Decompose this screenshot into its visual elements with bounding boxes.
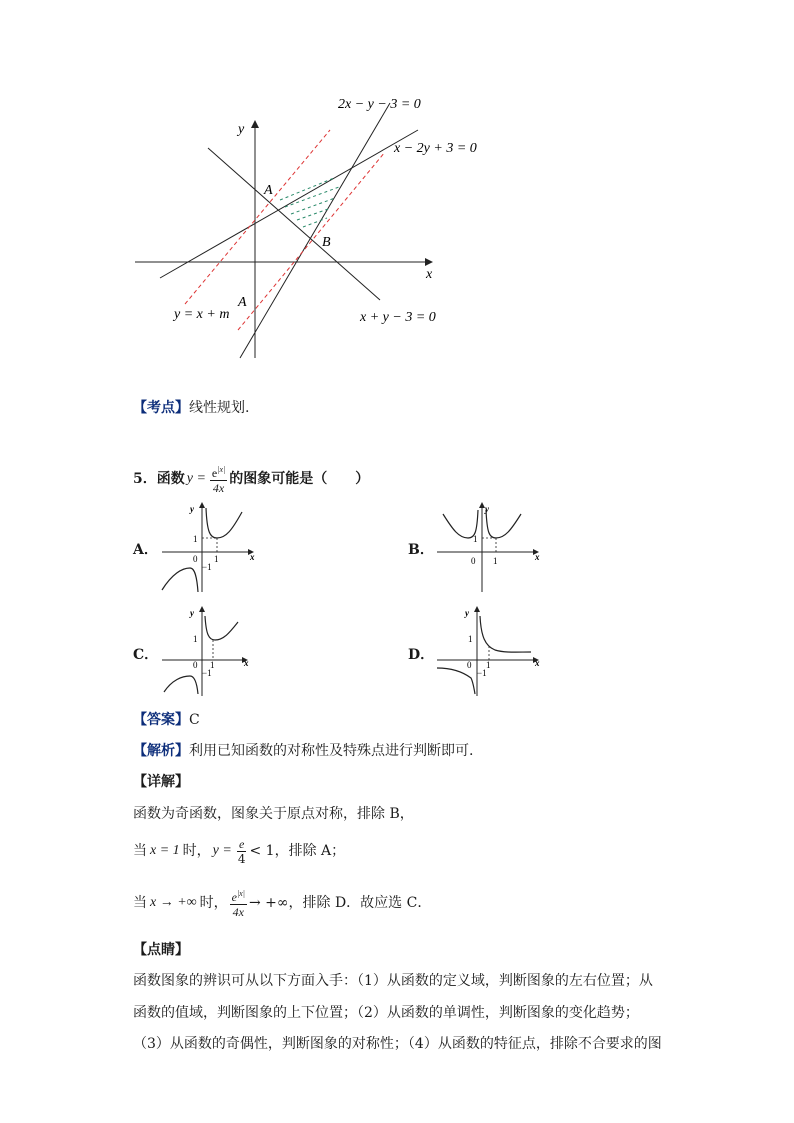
frac-exp: |x| — [217, 465, 226, 474]
graph-d-one: 1 — [468, 634, 473, 644]
graph-b-one: 1 — [473, 534, 478, 544]
kaodian-text: 线性规划. — [189, 400, 250, 416]
answer-text: C — [189, 712, 200, 728]
dianjing-line2: 函数的值域，判断图象的上下位置；（2）从函数的单调性，判断图象的变化趋势； — [133, 1005, 639, 1021]
detail-line2-a: 当 — [133, 843, 147, 859]
detail-tag: 【详解】 — [133, 774, 189, 790]
graph-c-onex: 1 — [210, 660, 215, 670]
option-c-label: C． — [133, 647, 159, 663]
answer-line — [133, 710, 200, 730]
label-line3: x + y − 3 = 0 — [360, 310, 436, 325]
graph-c-y: y — [190, 608, 194, 618]
line-x-minus-2y — [160, 130, 418, 278]
option-a-label: A． — [133, 542, 158, 558]
label-point-b: B — [322, 235, 331, 250]
question-prefix: 函数 — [156, 471, 185, 487]
graph-a-negone: −1 — [202, 562, 212, 572]
graph-a-one: 1 — [193, 534, 198, 544]
kaodian-line — [133, 398, 249, 418]
option-b-label: B． — [408, 542, 434, 558]
detail-line1: 函数为奇函数，图象关于原点对称，排除 B， — [133, 806, 414, 822]
linear-programming-figure — [120, 88, 490, 368]
analysis-line — [133, 741, 473, 761]
option-d-graph — [435, 606, 545, 698]
analysis-tag: 【解析】 — [133, 743, 189, 759]
option-a-graph — [160, 502, 260, 594]
graph-b-onex: 1 — [493, 556, 498, 566]
detail-line2-frac — [236, 837, 248, 866]
label-line2: x − 2y + 3 = 0 — [394, 141, 477, 156]
graph-a-origin: 0 — [193, 554, 198, 564]
graph-d-x: x — [535, 658, 540, 668]
question-number: 5． — [133, 471, 157, 487]
graph-d-onex: 1 — [486, 660, 491, 670]
detail-line3-num: e — [231, 890, 237, 904]
x-axis-label: x — [426, 267, 433, 282]
question-y: y = — [186, 471, 206, 486]
detail-line3-b: 时， — [199, 895, 228, 911]
label-point-a: A — [264, 183, 273, 198]
graph-a-y: y — [190, 504, 194, 514]
graph-d-y: y — [465, 608, 469, 618]
label-line1: 2x − y − 3 = 0 — [338, 97, 421, 112]
label-line-m: y = x + m — [174, 307, 230, 322]
detail-line2-math: x = 1 — [150, 843, 180, 858]
y-axis-label: y — [238, 122, 245, 137]
detail-line3-a: 当 — [133, 895, 147, 911]
dianjing-tag: 【点睛】 — [133, 942, 189, 958]
x-axis-arrow — [425, 258, 433, 266]
option-b-graph — [435, 502, 545, 594]
graph-d-negone: −1 — [477, 668, 487, 678]
label-point-a2: A — [238, 295, 247, 310]
detail-line2-b: 时， — [182, 843, 211, 859]
detail-line3 — [133, 884, 431, 922]
detail-line2 — [133, 834, 345, 868]
graph-a-x: x — [250, 552, 255, 562]
detail-line2-num: e — [239, 836, 245, 851]
dianjing-line3: （3）从函数的奇偶性，判断图象的对称性；（4）从函数的特征点，排除不合要求的图 — [133, 1036, 662, 1052]
option-d-label: D． — [408, 647, 435, 663]
analysis-text: 利用已知函数的对称性及特殊点进行判断即可. — [189, 743, 474, 759]
y-axis-arrow — [251, 120, 259, 128]
answer-tag: 【答案】 — [133, 712, 189, 728]
detail-line3-frac — [230, 887, 247, 919]
question-suffix: 的图象可能是（ ） — [229, 471, 370, 487]
graph-c-one: 1 — [193, 634, 198, 644]
detail-line3-math: x → +∞ — [150, 895, 197, 910]
dashed-line-m-2 — [238, 152, 385, 330]
kaodian-tag: 【考点】 — [133, 400, 189, 416]
graph-c-origin: 0 — [193, 660, 198, 670]
graph-b-x: x — [535, 552, 540, 562]
graph-b-y: y — [485, 504, 489, 514]
detail-line2-den: 4 — [237, 851, 246, 866]
line-x-plus-y — [208, 148, 380, 300]
graph-c-negone: −1 — [202, 668, 212, 678]
detail-line2-y: y = — [212, 843, 232, 858]
graph-b-origin: 0 — [471, 556, 476, 566]
graph-c-x: x — [244, 658, 249, 668]
frac-den: 4x — [212, 481, 225, 495]
frac-num: e — [211, 466, 218, 480]
detail-line3-den: 4x — [232, 905, 244, 919]
question-fraction — [210, 463, 227, 495]
graph-a-onex: 1 — [214, 554, 219, 564]
dashed-line-m-1 — [185, 130, 330, 304]
option-c-graph — [160, 606, 260, 698]
graph-d-origin: 0 — [467, 660, 472, 670]
detail-line2-c: < 1，排除 A； — [249, 843, 346, 859]
question-line — [133, 462, 369, 496]
detail-line3-c: → +∞，排除 D．故应选 C． — [248, 895, 432, 911]
detail-line3-exp: |x| — [236, 889, 245, 898]
dianjing-line1: 函数图象的辨识可从以下方面入手：（1）从函数的定义域，判断图象的左右位置；从 — [133, 973, 653, 989]
